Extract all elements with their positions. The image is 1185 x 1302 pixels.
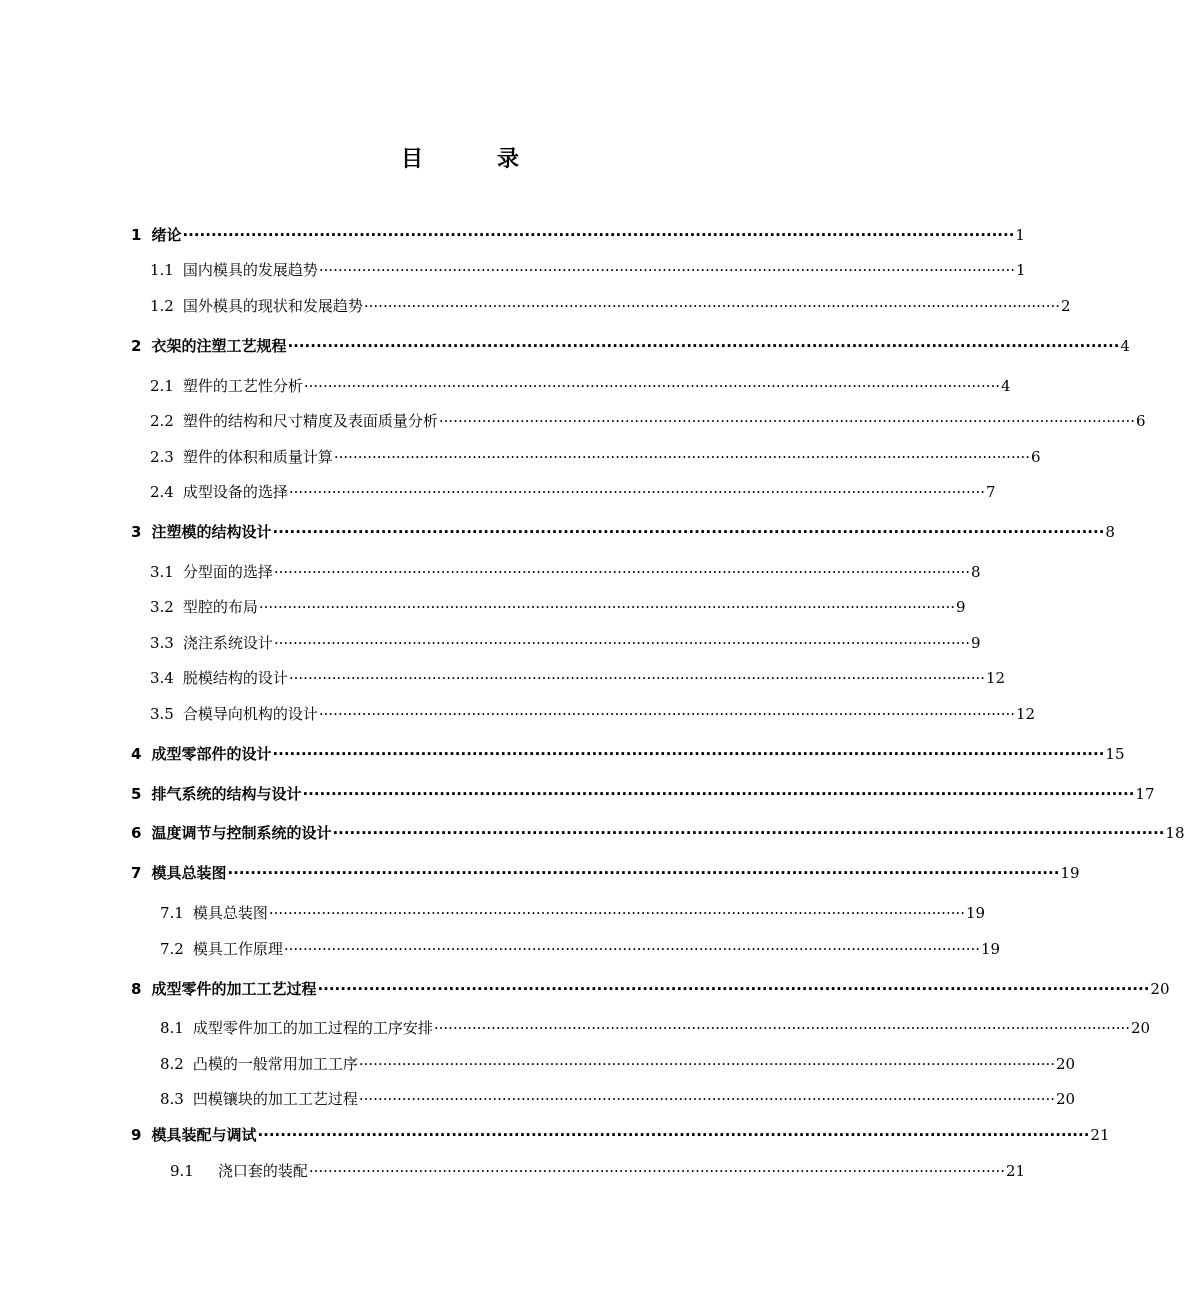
- toc-entry-number: 2: [131, 337, 142, 355]
- toc-entry-page: 12: [1016, 705, 1036, 723]
- toc-leader-dots: ··················································································································································: [332, 824, 1165, 842]
- toc-leader-dots: ··················································································································································: [182, 226, 1015, 244]
- toc-entry[interactable]: [150, 561, 981, 587]
- toc-entry-number: 6: [131, 824, 142, 842]
- toc-entry-title: 塑件的工艺性分析: [182, 377, 303, 395]
- toc-entry-number: 8.2: [160, 1055, 184, 1073]
- toc-entry-title: 凸模的一般常用加工工序: [192, 1055, 358, 1073]
- toc-leader-dots: ··················································································································································: [257, 1126, 1090, 1144]
- toc-entry-number: 2.3: [150, 448, 174, 466]
- toc-leader-dots: ··················································································································································: [333, 448, 1031, 466]
- toc-entry[interactable]: [150, 481, 996, 507]
- toc-entry-number: 9: [131, 1126, 142, 1144]
- toc-entry-number: 2.4: [150, 483, 174, 501]
- toc-leader-dots: ··················································································································································: [272, 745, 1105, 763]
- toc-entry-number: 1.1: [150, 261, 174, 279]
- toc-entry-page: 18: [1165, 824, 1185, 842]
- toc-entry-title: 塑件的体积和质量计算: [182, 448, 333, 466]
- toc-entry[interactable]: [150, 259, 1026, 285]
- toc-entry-page: 15: [1105, 745, 1125, 763]
- toc-entry-page: 8: [1105, 523, 1115, 541]
- toc-entry-title: 成型设备的选择: [182, 483, 288, 501]
- toc-entry-page: 1: [1015, 226, 1025, 244]
- toc-entry-number: 8: [131, 980, 142, 998]
- toc-entry-title: 温度调节与控制系统的设计: [151, 824, 332, 842]
- toc-entry-page: 20: [1056, 1055, 1076, 1073]
- toc-entry[interactable]: [131, 521, 1115, 547]
- toc-entry[interactable]: [150, 667, 1006, 693]
- toc-entry-number: 8.1: [160, 1019, 184, 1037]
- toc-entry[interactable]: [150, 446, 1041, 472]
- toc-entry-page: 19: [981, 940, 1001, 958]
- toc-leader-dots: ··················································································································································: [288, 483, 986, 501]
- toc-leader-dots: ··················································································································································: [258, 598, 956, 616]
- toc-entry-page: 4: [1001, 377, 1011, 395]
- toc-entry-page: 17: [1135, 785, 1155, 803]
- toc-entry-page: 6: [1136, 412, 1146, 430]
- toc-entry[interactable]: [150, 596, 966, 622]
- toc-entry-title: 排气系统的结构与设计: [151, 785, 302, 803]
- toc-entry-title: 模具工作原理: [192, 940, 283, 958]
- toc-entry-title: 塑件的结构和尺寸精度及表面质量分析: [182, 412, 438, 430]
- toc-entry[interactable]: [160, 938, 1001, 964]
- toc-leader-dots: ··················································································································································: [302, 785, 1135, 803]
- toc-entry-title: 合模导向机构的设计: [182, 705, 318, 723]
- toc-entry-title: 浇口套的装配: [217, 1162, 308, 1180]
- toc-leader-dots: ··················································································································································: [358, 1090, 1056, 1108]
- toc-entry-number: 8.3: [160, 1090, 184, 1108]
- toc-leader-dots: ··················································································································································: [358, 1055, 1056, 1073]
- toc-entry-number: 2.2: [150, 412, 174, 430]
- toc-entry-title: 成型零件加工的加工过程的工序安排: [192, 1019, 433, 1037]
- toc-entry-number: 1.2: [150, 297, 174, 315]
- toc-entry-page: 20: [1150, 980, 1170, 998]
- toc-entry-title: 国外模具的现状和发展趋势: [182, 297, 363, 315]
- toc-entry-page: 21: [1090, 1126, 1110, 1144]
- toc-entry[interactable]: [160, 1017, 1151, 1043]
- toc-entry-page: 9: [971, 634, 981, 652]
- toc-entry-title: 注塑模的结构设计: [151, 523, 272, 541]
- toc-entry[interactable]: [131, 978, 1170, 1004]
- toc-entry-page: 19: [966, 904, 986, 922]
- toc-title: 目 录: [400, 147, 545, 172]
- toc-entry-title: 模具总装图: [151, 864, 227, 882]
- toc-leader-dots: ··················································································································································: [268, 904, 966, 922]
- toc-entry-page: 20: [1056, 1090, 1076, 1108]
- toc-leader-dots: ··················································································································································: [273, 563, 971, 581]
- toc-entry-page: 9: [956, 598, 966, 616]
- toc-entry-number: 7.2: [160, 940, 184, 958]
- toc-entry[interactable]: [131, 1124, 1110, 1150]
- toc-entry-number: 3: [131, 523, 142, 541]
- toc-entry[interactable]: [170, 1160, 1026, 1186]
- toc-entry[interactable]: [131, 335, 1130, 361]
- toc-entry[interactable]: [160, 902, 986, 928]
- toc-entry-page: 1: [1016, 261, 1026, 279]
- toc-entry-number: 9.1: [170, 1162, 194, 1180]
- toc-entry-number: 3.2: [150, 598, 174, 616]
- toc-entry-title: 绪论: [151, 226, 182, 244]
- toc-entry-page: 4: [1120, 337, 1130, 355]
- toc-entry-page: 6: [1031, 448, 1041, 466]
- toc-entry-page: 20: [1131, 1019, 1151, 1037]
- toc-leader-dots: ··················································································································································: [283, 940, 981, 958]
- toc-entry[interactable]: [150, 632, 981, 658]
- toc-leader-dots: ··················································································································································: [273, 634, 971, 652]
- toc-entry-number: 2.1: [150, 377, 174, 395]
- toc-entry-page: 12: [986, 669, 1006, 687]
- toc-entry-page: 19: [1060, 864, 1080, 882]
- toc-entry[interactable]: [131, 822, 1185, 848]
- toc-entry-title: 凹模镶块的加工工艺过程: [192, 1090, 358, 1108]
- toc-entry[interactable]: [160, 1088, 1076, 1114]
- toc-entry-number: 3.4: [150, 669, 174, 687]
- toc-entry-page: 21: [1006, 1162, 1026, 1180]
- toc-entry[interactable]: [150, 410, 1146, 436]
- toc-entry-number: 1: [131, 226, 142, 244]
- toc-entry-number: 7.1: [160, 904, 184, 922]
- toc-entry-number: 3.5: [150, 705, 174, 723]
- toc-leader-dots: ··················································································································································: [308, 1162, 1006, 1180]
- toc-entry-number: 7: [131, 864, 142, 882]
- toc-entry[interactable]: [160, 1053, 1076, 1079]
- toc-leader-dots: ··················································································································································: [288, 669, 986, 687]
- toc-entry[interactable]: [131, 783, 1155, 809]
- toc-leader-dots: ··················································································································································: [303, 377, 1001, 395]
- toc-entry[interactable]: [150, 295, 1071, 321]
- toc-entry[interactable]: [150, 703, 1036, 729]
- toc-entry-number: 3.1: [150, 563, 174, 581]
- toc-leader-dots: ··················································································································································: [227, 864, 1060, 882]
- toc-leader-dots: ··················································································································································: [433, 1019, 1131, 1037]
- toc-entry-title: 成型零件的加工工艺过程: [151, 980, 317, 998]
- toc-entry-title: 型腔的布局: [182, 598, 258, 616]
- toc-leader-dots: ··················································································································································: [363, 297, 1061, 315]
- toc-entry-number: 3.3: [150, 634, 174, 652]
- toc-entry[interactable]: [131, 224, 1025, 250]
- toc-entry-title: 模具总装图: [192, 904, 268, 922]
- toc-entry-title: 脱模结构的设计: [182, 669, 288, 687]
- toc-leader-dots: ··················································································································································: [287, 337, 1120, 355]
- toc-leader-dots: ··················································································································································: [272, 523, 1105, 541]
- toc-leader-dots: ··················································································································································: [318, 705, 1016, 723]
- toc-entry-title: 国内模具的发展趋势: [182, 261, 318, 279]
- toc-entry-page: 7: [986, 483, 996, 501]
- toc-entry-title: 浇注系统设计: [182, 634, 273, 652]
- toc-entry[interactable]: [131, 862, 1080, 888]
- toc-entry-page: 2: [1061, 297, 1071, 315]
- toc-entry-page: 8: [971, 563, 981, 581]
- toc-leader-dots: ··················································································································································: [438, 412, 1136, 430]
- toc-entry[interactable]: [131, 743, 1125, 769]
- toc-entry-title: 分型面的选择: [182, 563, 273, 581]
- toc-entry-number: 4: [131, 745, 142, 763]
- toc-entry[interactable]: [150, 375, 1011, 401]
- toc-entry-title: 成型零部件的设计: [151, 745, 272, 763]
- toc-entry-title: 衣架的注塑工艺规程: [151, 337, 287, 355]
- toc-entry-number: 5: [131, 785, 142, 803]
- toc-entry-title: 模具装配与调试: [151, 1126, 257, 1144]
- toc-leader-dots: ··················································································································································: [317, 980, 1150, 998]
- toc-leader-dots: ··················································································································································: [318, 261, 1016, 279]
